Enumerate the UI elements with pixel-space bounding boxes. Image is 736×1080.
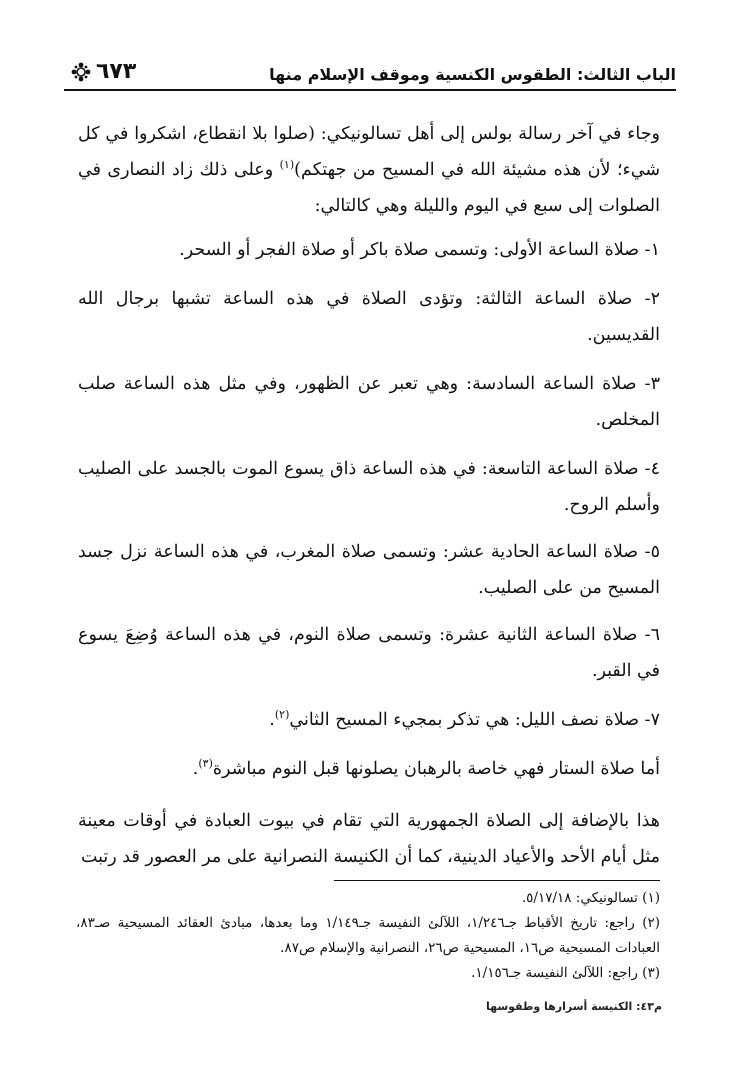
floral-ornament-icon — [70, 61, 92, 83]
sitar-paragraph — [78, 751, 660, 787]
prayer-item-5 — [78, 534, 660, 606]
intro-text: وجاء في آخر رسالة بولس إلى أهل تسالونيكي: (صلوا بلا انقطاع، اشكروا في كل شيء؛ لأن هذه مشيئة الله في المسيح من جهتكم) — [78, 124, 660, 180]
item-text: صلاة الساعة الحادية عشر: وتسمى صلاة المغرب، في هذه الساعة نزل جسد المسيح من على الصليب. — [78, 542, 660, 598]
running-header — [70, 48, 676, 84]
header-rule — [64, 89, 676, 91]
footnote-ref-2: (٢) — [274, 708, 290, 722]
item-number: ٢- — [644, 289, 660, 309]
item-text: صلاة الساعة الثانية عشرة: وتسمى صلاة النوم، في هذه الساعة وُضِعَ يسوع في القبر. — [78, 625, 660, 681]
item-tail: . — [269, 710, 275, 730]
item-number: ٥- — [644, 542, 660, 562]
intro-tail: وعلى ذلك زاد النصارى في الصلوات إلى سبع في اليوم والليلة وهي كالتالي: — [78, 160, 660, 216]
item-text: صلاة الساعة السادسة: وهي تعبر عن الظهور، وفي مثل هذه الساعة صلب المخلص. — [78, 374, 660, 430]
intro-paragraph — [78, 116, 660, 224]
item-number: ٦- — [644, 625, 660, 645]
running-title: الباب الثالث: الطقوس الكنسية وموقف الإسلام منها — [269, 65, 676, 84]
item-text: صلاة الساعة الأولى: وتسمى صلاة باكر أو صلاة الفجر أو السحر. — [179, 240, 640, 260]
main-text — [78, 116, 660, 875]
item-number: ٤- — [644, 459, 660, 479]
item-number: ٣- — [644, 374, 660, 394]
footnote-ref-1: (١) — [279, 158, 295, 172]
prayer-item-1 — [78, 232, 660, 268]
item-number: ٧- — [644, 710, 660, 730]
item-text: صلاة الساعة التاسعة: في هذه الساعة ذاق يسوع الموت بالجسد على الصليب وأسلم الروح. — [78, 459, 660, 515]
item-text: صلاة نصف الليل: هي تذكر بمجيء المسيح الثاني — [289, 710, 640, 730]
prayer-item-2 — [78, 281, 660, 353]
footnote-rule — [334, 880, 660, 881]
prayer-item-7 — [78, 702, 660, 738]
prayer-item-4 — [78, 451, 660, 523]
footnote-ref-3: (٣) — [198, 757, 213, 771]
sitar-tail: . — [192, 759, 199, 779]
closing-paragraph: هذا بالإضافة إلى الصلاة الجمهورية التي تقام في بيوت العبادة في أوقات معينة مثل أيام الأحد والأعياد الدينية، كما أن الكنيسة النصرانية على مر العصور قد رتبت — [78, 811, 660, 867]
footnote-3: (٣) راجع: اللآلئ النفيسة جـ١/١٥٦. — [471, 965, 660, 981]
footnote-1: (١) تسالونيكي: ٥/١٧/١٨. — [521, 890, 660, 906]
item-number: ١- — [644, 240, 660, 260]
signature-mark: م٤٣: الكنيسة أسرارها وطقوسها — [485, 1000, 662, 1013]
prayer-item-6 — [78, 617, 660, 689]
footnotes — [76, 886, 660, 986]
page-number-block — [70, 59, 136, 84]
item-text: صلاة الساعة الثالثة: وتؤدى الصلاة في هذه الساعة تشبها برجال الله القديسين. — [78, 289, 660, 345]
page-number: ٦٧٣ — [96, 59, 137, 84]
prayer-item-3 — [78, 366, 660, 438]
sitar-text: أما صلاة الستار فهي خاصة بالرهبان يصلونها قبل النوم مباشرة — [212, 759, 660, 779]
footnote-2: (٢) راجع: تاريخ الأقباط جـ١/٢٤٦، اللآلئ النفيسة جـ١/١٤٩ وما بعدها، مبادئ العقائد المسيحية صـ٨٣، العبادات المسيحية ص١٦، المسيحية ص٢٦، النصرانية والإسلام ص٨٧. — [76, 915, 661, 956]
